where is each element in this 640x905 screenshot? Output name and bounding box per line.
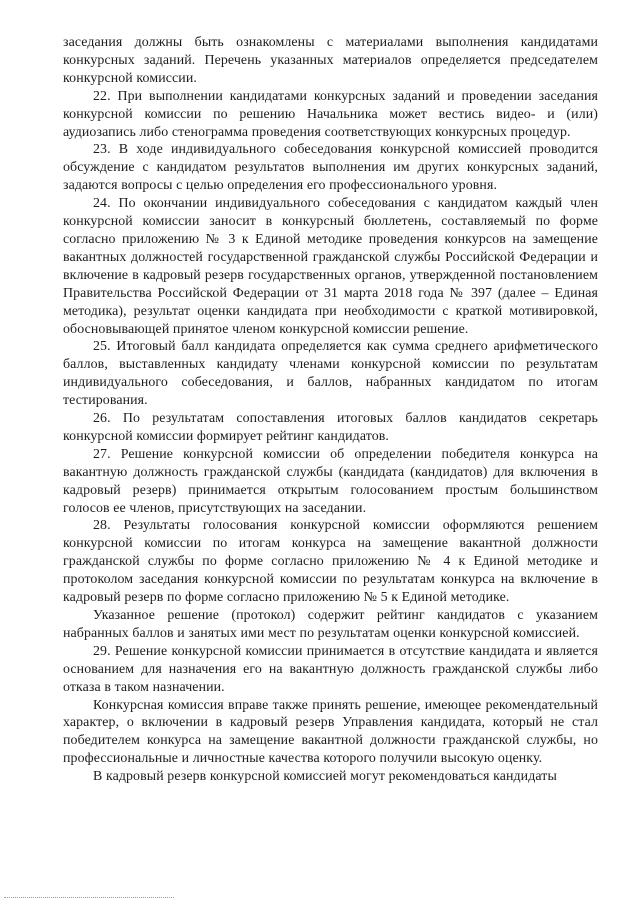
paragraph-25: 25. Итоговый балл кандидата определяется как сумма среднего арифметического баллов, выставленных кандидату членами конкурсной комиссии по результатам индивидуального собеседования, и баллов, набранных кандидатом по итогам тестирования. [63,339,598,409]
paragraph-29-commission: Конкурсная комиссия вправе также принять решение, имеющее рекомендательный характер, о включении в кадровый резерв Управления кандидата, который не стал победителем конкурса на замещение вакантной должности гражданской службы, но профессиональные и личностные качества которого получили высокую оценку. [63,697,598,767]
paragraph-24: 24. По окончании индивидуального собеседования с кандидатом каждый член конкурсной комиссии заносит в конкурсный бюллетень, составляемый по форме согласно приложению № 3 к Единой методике проведения конкурсов на замещение вакантных должностей государственной гражданской службы Российской Федерации и включение в кадровый резерв государственных органов, утвержденной постановлением Правительства Российской Федерации от 31 марта 2018 года № 397 (далее – Единая методика), результат оценки кандидата при необходимости с краткой мотивировкой, обосновывающей принятое членом конкурсной комиссии решение. [63,196,598,337]
paragraph-26: 26. По результатам сопоставления итоговых баллов кандидатов секретарь конкурсной комиссии формирует рейтинг кандидатов. [63,411,598,444]
paragraph-continuation: заседания должны быть ознакомлены с материалами выполнения кандидатами конкурсных заданий. Перечень указанных материалов определяется председателем конкурсной комиссии. [63,35,598,86]
paragraph-28: 28. Результаты голосования конкурсной комиссии оформляются решением конкурсной комиссии по итогам конкурса на замещение вакантной должности гражданской службы по форме согласно приложению № 4 к Единой методике и протоколом заседания конкурсной комиссии по результатам конкурса на включение в кадровый резерв по форме согласно приложению № 5 к Единой методике. [63,518,598,606]
paragraph-22: 22. При выполнении кандидатами конкурсных заданий и проведении заседания конкурсной комиссии по решению Начальника может вестись видео- и (или) аудиозапись либо стенограмма проведения соответствующих конкурсных процедур. [63,88,598,140]
paragraph-29: 29. Решение конкурсной комиссии принимается в отсутствие кандидата и является основанием для назначения его на вакантную должность гражданской службы либо отказа в таком назначении. [63,643,598,695]
document-body [63,34,598,786]
paragraph-27: 27. Решение конкурсной комиссии об определении победителя конкурса на вакантную должность гражданской службы (кандидата (кандидатов) для включения в кадровый резерв) принимается открытым голосованием простым большинством голосов ее членов, присутствующих на заседании. [63,446,598,516]
paragraph-28-note: Указанное решение (протокол) содержит рейтинг кандидатов с указанием набранных баллов и занятых ими мест по результатам оценки конкурсной комиссией. [63,608,598,641]
footer-scan-line [4,897,174,898]
paragraph-23: 23. В ходе индивидуального собеседования конкурсной комиссией проводится обсуждение с кандидатом результатов выполнения им других конкурсных заданий, задаются вопросы с целью определения его профессионального уровня. [63,142,598,194]
paragraph-29-reserve: В кадровый резерв конкурсной комиссией могут рекомендоваться кандидаты [93,769,557,785]
